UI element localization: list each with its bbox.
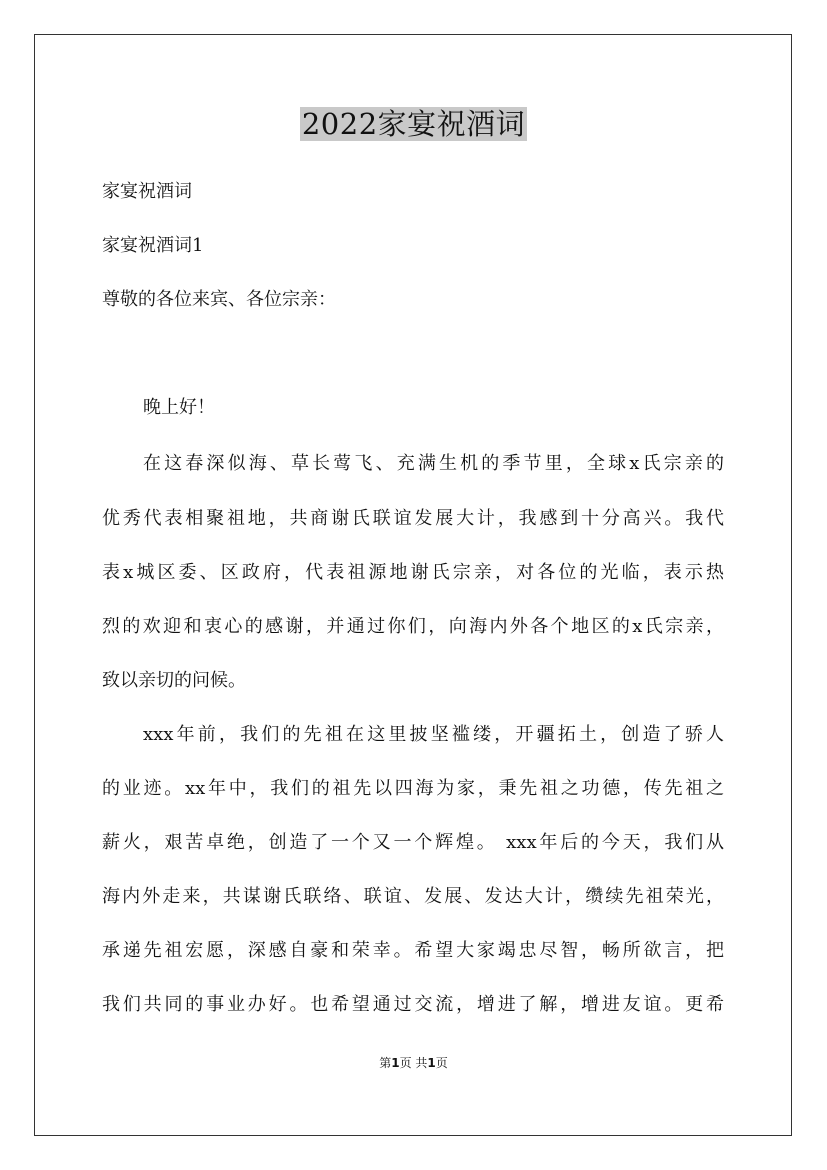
text-line-10: xxx年前，我们的先祖在这里披坚褴缕，开疆拓土，创造了骄人 xyxy=(143,724,724,745)
text-line-12: 薪火，艰苦卓绝，创造了一个又一个辉煌。 xxx年后的今天，我们从 xyxy=(102,832,724,853)
text-line-13: 海内外走来，共谋谢氏联络、联谊、发展、发达大计，缵续先祖荣光， xyxy=(102,886,724,907)
footer-page-number: 1 xyxy=(391,1056,400,1070)
footer-total-pages: 1 xyxy=(427,1056,436,1070)
text-line-3: 尊敬的各位来宾、各位宗亲： xyxy=(102,289,336,310)
text-line-2: 家宴祝酒词1 xyxy=(102,235,204,256)
text-line-8: 烈的欢迎和衷心的感谢，并通过你们，向海内外各个地区的x氏宗亲， xyxy=(102,616,724,637)
footer-suffix: 页 xyxy=(435,1056,448,1070)
document-title-text: 2022家宴祝酒词 xyxy=(301,107,526,141)
text-line-1: 家宴祝酒词 xyxy=(102,181,192,202)
text-line-9: 致以亲切的问候。 xyxy=(102,670,246,691)
text-line-6: 优秀代表相聚祖地，共商谢氏联谊发展大计，我感到十分高兴。我代 xyxy=(102,508,724,529)
footer-mid: 页 共 xyxy=(399,1056,428,1070)
text-line-4: 晚上好！ xyxy=(143,397,215,418)
page-footer xyxy=(0,1055,827,1071)
text-line-11: 的业迹。xx年中，我们的祖先以四海为家，秉先祖之功德，传先祖之 xyxy=(102,778,724,799)
footer-prefix: 第 xyxy=(379,1056,392,1070)
text-line-5: 在这春深似海、草长莺飞、充满生机的季节里，全球x氏宗亲的 xyxy=(143,453,724,474)
document-title xyxy=(0,104,827,144)
text-line-7: 表x城区委、区政府，代表祖源地谢氏宗亲，对各位的光临，表示热 xyxy=(102,562,724,583)
text-line-14: 承递先祖宏愿，深感自豪和荣幸。希望大家竭忠尽智，畅所欲言，把 xyxy=(102,940,724,961)
text-line-15: 我们共同的事业办好。也希望通过交流，增进了解，增进友谊。更希 xyxy=(102,994,724,1015)
